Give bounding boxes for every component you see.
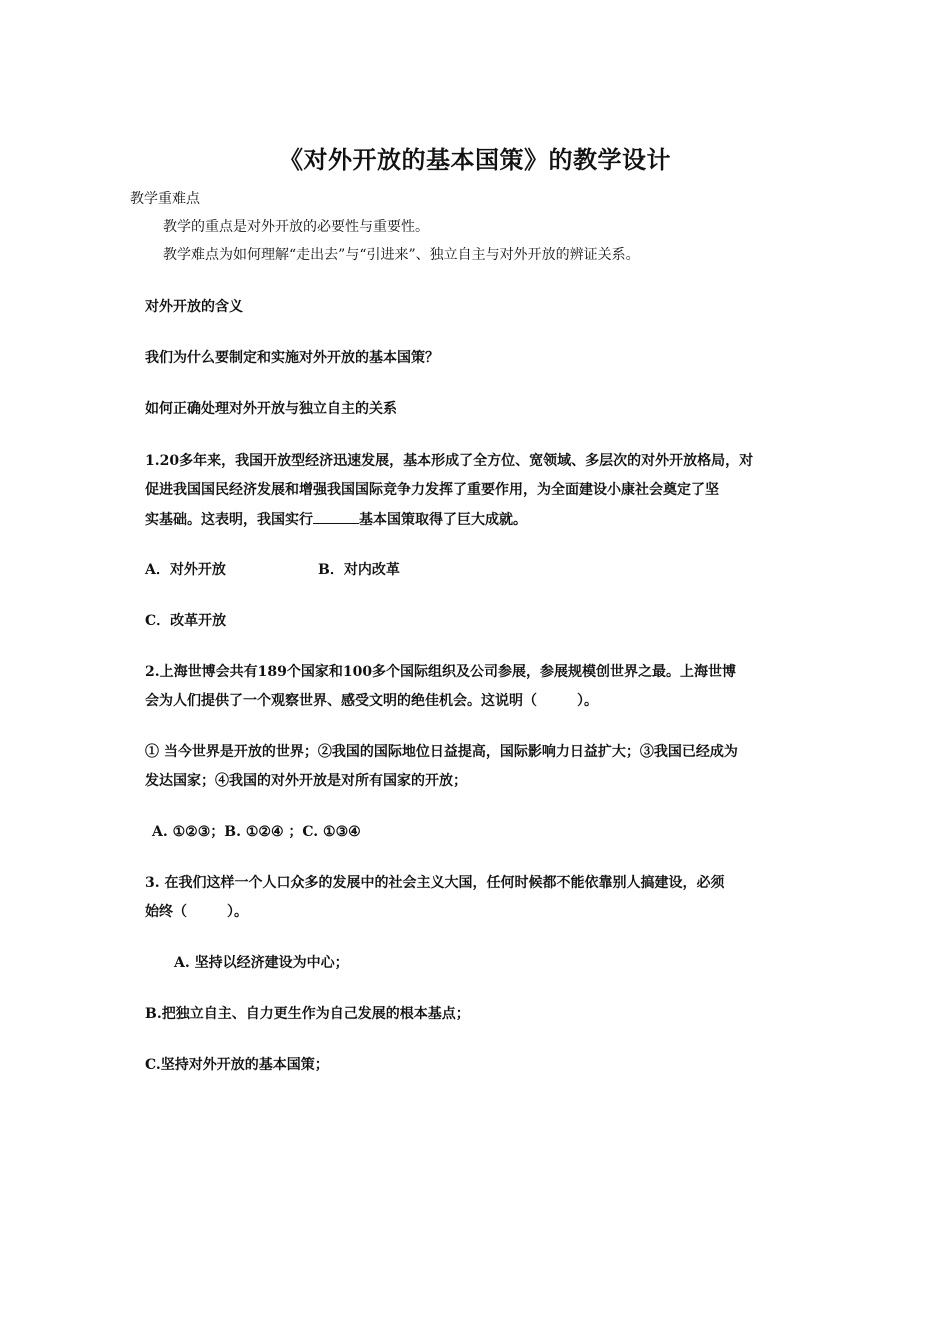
- q3-option-a: A. 坚持以经济建设为中心；: [174, 955, 349, 971]
- q2-statements-line-1: ① 当今世界是开放的世界；②我国的国际地位日益提高，国际影响力日益扩大；③我国已经成为: [145, 744, 738, 760]
- q1-option-a: A．对外开放: [145, 562, 226, 578]
- q2-line-2-post: ）。: [577, 693, 598, 709]
- q1-line-3-post: 基本国策取得了巨大成就。: [359, 512, 527, 528]
- document-title: 《对外开放的基本国策》的教学设计: [279, 146, 671, 174]
- q3-line-1: 3. 在我们这样一个人口众多的发展中的社会主义大国，任何时候都不能依靠别人搞建设，必须: [145, 875, 725, 891]
- q2-line-2: [145, 691, 598, 711]
- q2-options: A. ①②③；B. ①②④ ；C. ①③④: [152, 824, 361, 840]
- q1-line-3: [145, 509, 527, 530]
- difficult-point-text: 教学难点为如何理解“走出去”与“引进来”、独立自主与对外开放的辨证关系。: [163, 247, 640, 263]
- heading-how: 如何正确处理对外开放与独立自主的关系: [145, 401, 397, 417]
- heading-meaning: 对外开放的含义: [145, 299, 243, 315]
- q2-line-1: 2.上海世博会共有189个国家和100多个国际组织及公司参展，参展规模创世界之最。上海世博: [145, 664, 737, 680]
- q3-line-2: [145, 902, 248, 922]
- q1-option-c: C．改革开放: [145, 613, 227, 629]
- section-heading: 教学重难点: [130, 191, 200, 207]
- heading-why: 我们为什么要制定和实施对外开放的基本国策？: [145, 350, 439, 366]
- q3-line-2-post: ）。: [227, 904, 248, 920]
- q2-statements-line-2: 发达国家；④我国的对外开放是对所有国家的开放；: [145, 773, 467, 789]
- key-point-text: 教学的重点是对外开放的必要性与重要性。: [163, 219, 429, 235]
- q3-line-2-pre: 始终（: [145, 904, 187, 920]
- q1-line-3-pre: 实基础。这表明，我国实行: [145, 512, 313, 528]
- q3-option-b: B.把独立自主、自力更生作为自己发展的根本基点；: [145, 1006, 470, 1022]
- q1-option-b: B．对内改革: [318, 562, 400, 578]
- q1-line-1: 1.20多年来，我国开放型经济迅速发展，基本形成了全方位、宽领域、多层次的对外开放格局，对: [145, 453, 754, 469]
- q2-line-2-pre: 会为人们提供了一个观察世界、感受文明的绝佳机会。这说明（: [145, 693, 537, 709]
- answer-blank: [313, 509, 359, 524]
- q1-line-2: 促进我国国民经济发展和增强我国国际竞争力发挥了重要作用，为全面建设小康社会奠定了坚: [145, 482, 719, 498]
- q3-option-c: C.坚持对外开放的基本国策；: [145, 1057, 329, 1073]
